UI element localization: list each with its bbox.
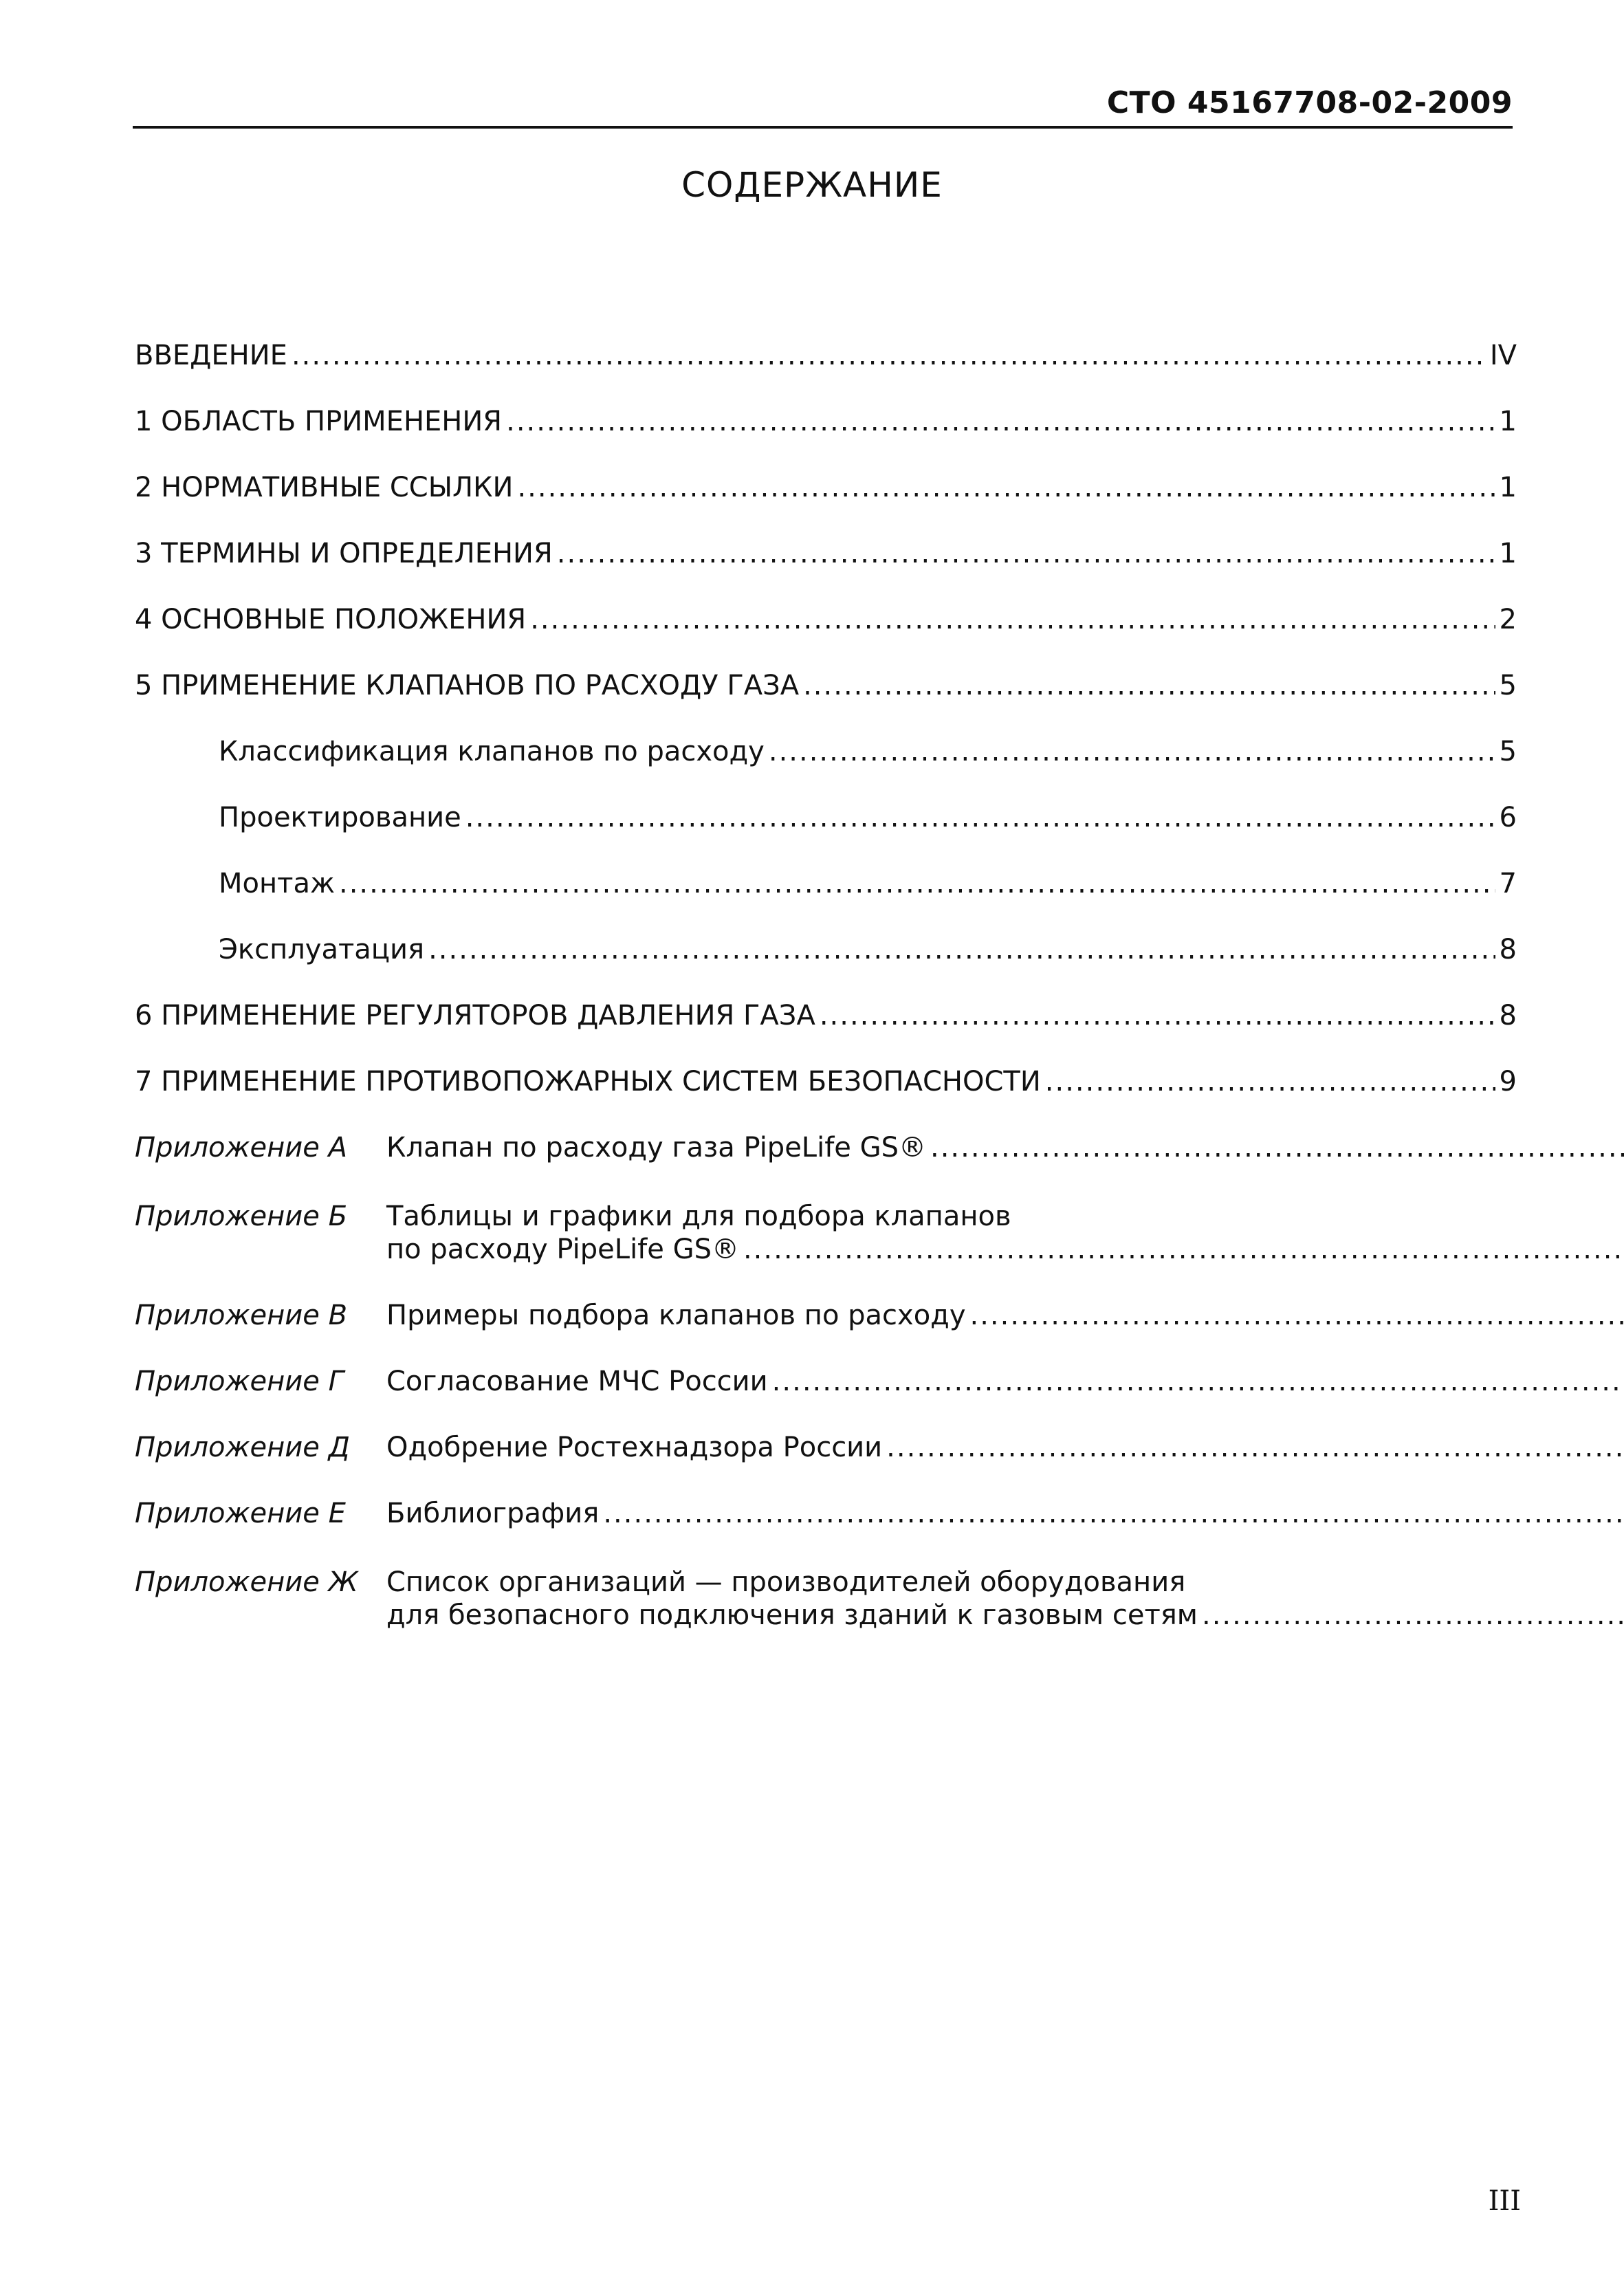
appendix-title-line-1: Список организаций — производителей оборудования <box>386 1566 1186 1598</box>
toc-entry-introduction[interactable] <box>135 306 1517 372</box>
toc-entry-section-7[interactable] <box>135 1032 1517 1098</box>
toc-entry-text: Эксплуатация <box>219 934 425 965</box>
dot-leader <box>557 537 1495 570</box>
toc-entry-page: 6 <box>1499 802 1517 833</box>
appendix-last-line <box>386 1365 1624 1398</box>
toc-entry-page: 7 <box>1499 868 1517 899</box>
dot-leader <box>820 999 1495 1032</box>
appendix-title: Клапан по расходу газа PipeLife GS® <box>386 1132 926 1163</box>
toc-entry-section-4[interactable] <box>135 570 1517 636</box>
toc-appendix-a[interactable] <box>135 1098 1517 1164</box>
toc-subentry-classification[interactable] <box>135 702 1517 768</box>
toc-entry-page: 1 <box>1499 538 1517 569</box>
dot-leader <box>1202 1599 1624 1632</box>
toc-entry-page: 1 <box>1499 406 1517 437</box>
toc-appendix-zh[interactable] <box>135 1530 1517 1632</box>
toc-entry-text: Проектирование <box>219 802 461 833</box>
appendix-last-line <box>386 1497 1624 1530</box>
toc-appendix-v[interactable] <box>135 1266 1517 1332</box>
appendix-last-line <box>386 1299 1624 1332</box>
toc-appendix-e[interactable] <box>135 1464 1517 1530</box>
toc-entry-text: 3 ТЕРМИНЫ И ОПРЕДЕЛЕНИЯ <box>135 538 553 569</box>
appendix-title: Согласование МЧС России <box>386 1366 768 1397</box>
toc-appendix-b[interactable] <box>135 1164 1517 1266</box>
dot-leader <box>428 933 1495 966</box>
dot-leader <box>530 603 1495 636</box>
toc-entry-section-2[interactable] <box>135 438 1517 504</box>
toc-appendix-g[interactable] <box>135 1332 1517 1398</box>
appendix-body <box>386 1200 1624 1266</box>
appendix-title: Примеры подбора клапанов по расходу <box>386 1300 966 1331</box>
toc-entry-text: 5 ПРИМЕНЕНИЕ КЛАПАНОВ ПО РАСХОДУ ГАЗА <box>135 670 800 701</box>
appendix-label: Приложение Ж <box>135 1566 358 1598</box>
appendix-body <box>386 1497 1624 1530</box>
document-code: СТО 45167708-02-2009 <box>1106 85 1513 120</box>
toc-entry-page: 1 <box>1499 472 1517 503</box>
appendix-label: Приложение Б <box>135 1201 348 1232</box>
toc-entry-section-5[interactable] <box>135 636 1517 702</box>
appendix-label: Приложение Г <box>135 1366 344 1397</box>
appendix-label: Приложение Д <box>135 1432 350 1463</box>
toc-entry-page: IV <box>1489 340 1517 371</box>
toc-entry-page: 8 <box>1499 1000 1517 1031</box>
header-rule <box>133 126 1513 129</box>
appendix-body <box>386 1299 1624 1332</box>
toc-subentry-design[interactable] <box>135 768 1517 834</box>
toc-entry-text: Монтаж <box>219 868 335 899</box>
appendix-title-line-2: для безопасного подключения зданий к газовым сетям <box>386 1599 1198 1631</box>
appendix-last-line <box>386 1431 1624 1464</box>
dot-leader <box>743 1233 1624 1266</box>
toc-entry-section-1[interactable] <box>135 372 1517 438</box>
appendix-label: Приложение Е <box>135 1498 346 1529</box>
toc-entry-text: 1 ОБЛАСТЬ ПРИМЕНЕНИЯ <box>135 406 503 437</box>
dot-leader <box>506 405 1495 438</box>
toc-entry-section-6[interactable] <box>135 966 1517 1032</box>
dot-leader <box>1045 1065 1495 1098</box>
toc-entry-text: 4 ОСНОВНЫЕ ПОЛОЖЕНИЯ <box>135 604 527 635</box>
dot-leader <box>769 735 1495 768</box>
toc-appendix-d[interactable] <box>135 1398 1517 1464</box>
toc-entry-page: 5 <box>1499 736 1517 767</box>
appendix-title: Одобрение Ростехнадзора России <box>386 1432 883 1463</box>
page-title: СОДЕРЖАНИЕ <box>681 165 943 205</box>
toc-entry-text: Классификация клапанов по расходу <box>219 736 765 767</box>
appendix-body <box>386 1431 1624 1464</box>
appendix-title: Библиография <box>386 1498 600 1529</box>
dot-leader <box>339 867 1495 900</box>
toc-subentry-operation[interactable] <box>135 900 1517 966</box>
toc-entry-page: 2 <box>1499 604 1517 635</box>
appendix-label: Приложение В <box>135 1300 348 1331</box>
appendix-title-line-2: по расходу PipeLife GS® <box>386 1234 739 1265</box>
toc-entry-text: ВВЕДЕНИЕ <box>135 340 287 371</box>
dot-leader <box>517 471 1495 504</box>
toc-subentry-installation[interactable] <box>135 834 1517 900</box>
toc-entry-text: 7 ПРИМЕНЕНИЕ ПРОТИВОПОЖАРНЫХ СИСТЕМ БЕЗОПАСНОСТИ <box>135 1066 1041 1097</box>
appendix-label: Приложение А <box>135 1132 347 1163</box>
toc-entry-text: 2 НОРМАТИВНЫЕ ССЫЛКИ <box>135 472 514 503</box>
page-number: III <box>1488 2185 1521 2217</box>
dot-leader <box>803 669 1495 702</box>
dot-leader <box>772 1365 1624 1398</box>
appendix-last-line <box>386 1131 1624 1164</box>
table-of-contents <box>135 306 1517 1632</box>
appendix-title-line-1: Таблицы и графики для подбора клапанов <box>386 1201 1011 1232</box>
dot-leader <box>886 1431 1624 1464</box>
toc-entry-text: 6 ПРИМЕНЕНИЕ РЕГУЛЯТОРОВ ДАВЛЕНИЯ ГАЗА <box>135 1000 815 1031</box>
toc-entry-section-3[interactable] <box>135 504 1517 570</box>
appendix-last-line <box>386 1599 1624 1632</box>
appendix-body <box>386 1131 1624 1164</box>
dot-leader <box>930 1131 1624 1164</box>
toc-entry-page: 5 <box>1499 670 1517 701</box>
appendix-last-line <box>386 1233 1624 1266</box>
dot-leader <box>970 1299 1624 1332</box>
dot-leader <box>465 801 1495 834</box>
toc-entry-page: 8 <box>1499 934 1517 965</box>
dot-leader <box>292 339 1486 372</box>
appendix-body <box>386 1566 1624 1632</box>
dot-leader <box>603 1497 1624 1530</box>
appendix-body <box>386 1365 1624 1398</box>
toc-entry-page: 9 <box>1499 1066 1517 1097</box>
